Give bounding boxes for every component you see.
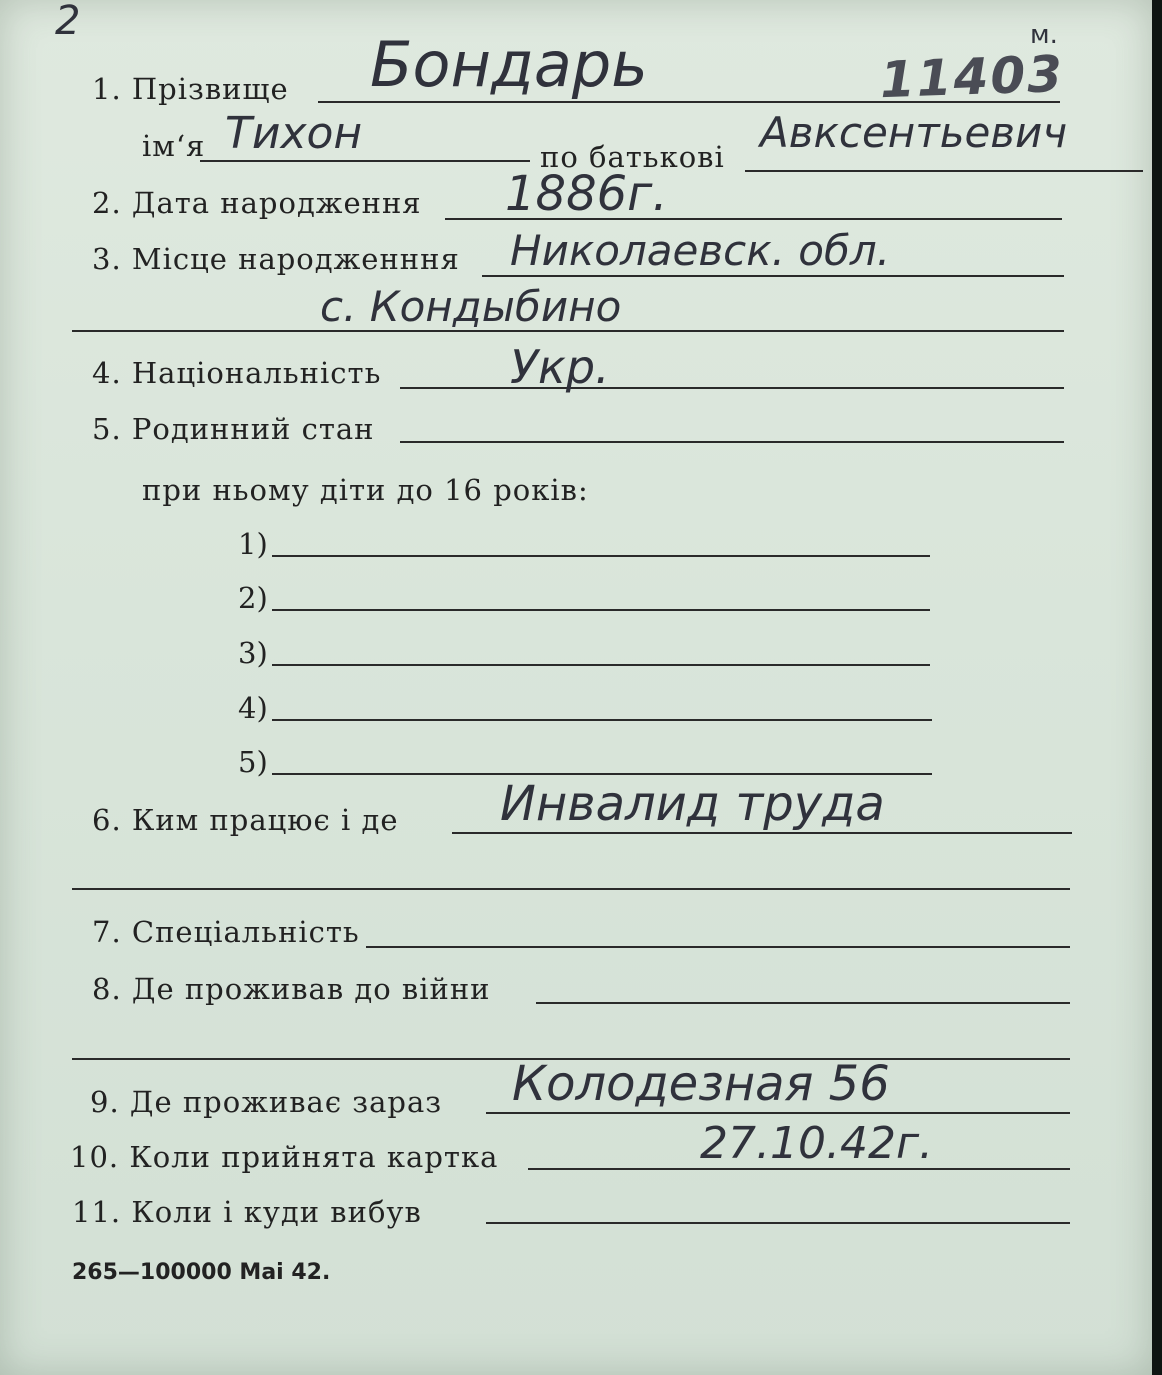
patronymic-line bbox=[745, 170, 1143, 172]
current-residence-line bbox=[486, 1112, 1070, 1114]
child-1-label: 1) bbox=[238, 527, 268, 561]
surname-label: 1. Прізвище bbox=[92, 72, 289, 106]
nationality-line bbox=[400, 387, 1064, 389]
archive-number-suffix: м. bbox=[1030, 20, 1058, 50]
family-status-label: 5. Родинний стан bbox=[92, 412, 375, 446]
corner-mark: 2 bbox=[55, 0, 81, 44]
birth-place-value-line2: с. Кондыбино bbox=[320, 282, 622, 331]
child-3-line bbox=[272, 664, 930, 666]
prewar-residence-label: 8. Де проживав до війни bbox=[92, 972, 491, 1006]
first-name-line bbox=[200, 160, 530, 162]
patronymic-label: по батькові bbox=[540, 140, 725, 174]
card-accepted-label: 10. Коли прийнята картка bbox=[70, 1140, 499, 1174]
current-residence-label: 9. Де проживає зараз bbox=[90, 1085, 443, 1119]
children-label: при ньому діти до 16 років: bbox=[142, 473, 589, 507]
prewar-residence-line bbox=[536, 1002, 1070, 1004]
family-status-line bbox=[400, 441, 1064, 443]
surname-value: Бондарь bbox=[370, 28, 648, 101]
occupation-line bbox=[452, 832, 1072, 834]
birth-date-value: 1886г. bbox=[505, 166, 668, 222]
birth-place-label: 3. Місце народженння bbox=[92, 242, 460, 276]
occupation-line-2 bbox=[72, 888, 1070, 890]
occupation-value: Инвалид труда bbox=[500, 776, 885, 832]
nationality-label: 4. Національність bbox=[92, 356, 382, 390]
child-5-line bbox=[272, 773, 932, 775]
child-1-line bbox=[272, 555, 930, 557]
child-5-label: 5) bbox=[238, 745, 268, 779]
child-3-label: 3) bbox=[238, 636, 268, 670]
surname-line bbox=[318, 101, 1060, 103]
birth-place-value: Николаевск. обл. bbox=[510, 226, 891, 275]
nationality-value: Укр. bbox=[510, 340, 610, 394]
departure-label: 11. Коли і куди вибув bbox=[72, 1195, 422, 1229]
patronymic-value: Авксентьевич bbox=[760, 108, 1068, 157]
print-run-footer: 265—100000 Mai 42. bbox=[72, 1260, 331, 1285]
child-4-line bbox=[272, 719, 932, 721]
specialty-label: 7. Спеціальність bbox=[92, 915, 360, 949]
specialty-line bbox=[366, 946, 1070, 948]
first-name-label: ім‘я bbox=[142, 129, 206, 163]
child-4-label: 4) bbox=[238, 691, 268, 725]
child-2-label: 2) bbox=[238, 581, 268, 615]
first-name-value: Тихон bbox=[225, 108, 363, 159]
birth-place-line bbox=[482, 275, 1064, 277]
current-residence-value: Колодезная 56 bbox=[512, 1056, 890, 1112]
child-2-line bbox=[272, 609, 930, 611]
card-accepted-value: 27.10.42г. bbox=[700, 1118, 934, 1169]
departure-line bbox=[486, 1222, 1070, 1224]
birth-date-label: 2. Дата народження bbox=[92, 186, 422, 220]
archive-number: 11403 bbox=[879, 44, 1065, 110]
occupation-label: 6. Ким працює і де bbox=[92, 803, 399, 837]
